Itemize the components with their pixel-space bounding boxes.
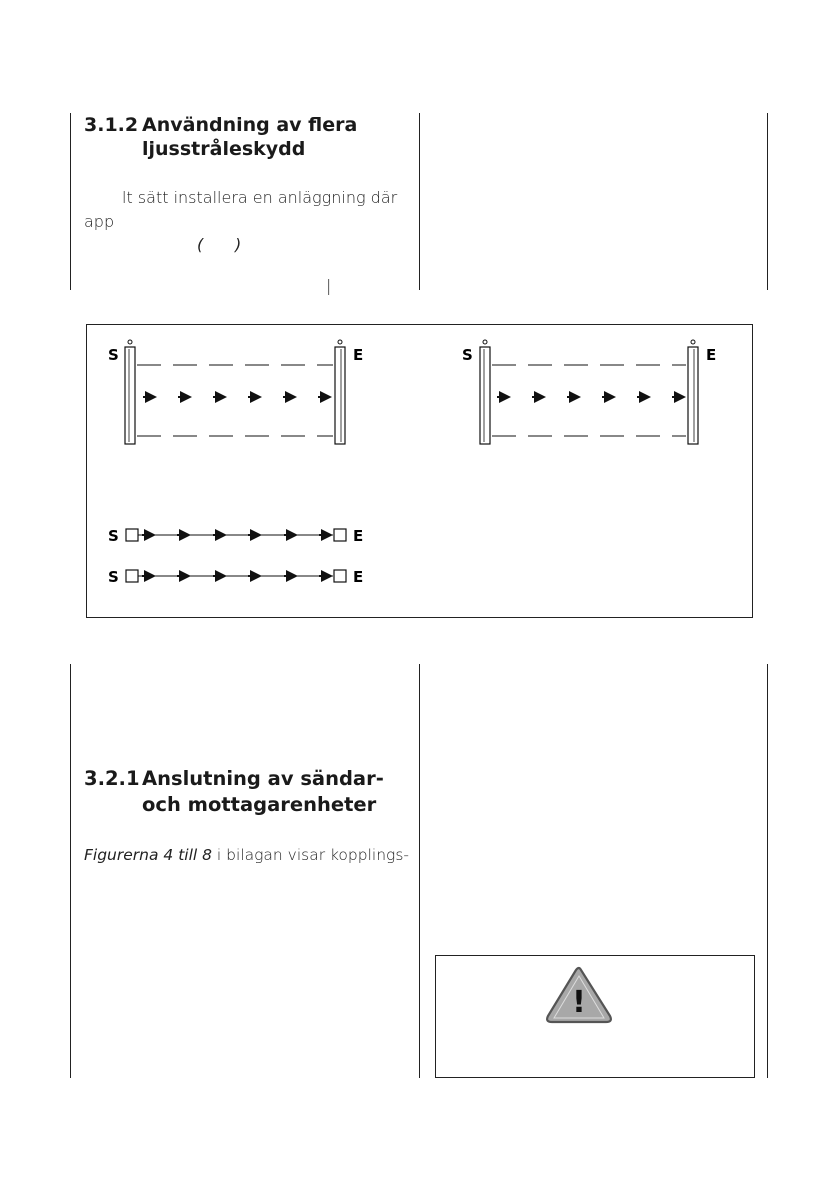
section-title-line1: Anslutning av sändar-: [142, 767, 384, 790]
light-curtain-diagram: [87, 325, 752, 617]
section-title-line1: Användning av flera: [142, 114, 358, 136]
paren-open: (: [197, 235, 204, 254]
receiver-box-row2: [334, 570, 346, 582]
sender-label-row1: S: [108, 527, 119, 545]
figure-box: [86, 324, 753, 618]
sender-label-row2: S: [108, 568, 119, 586]
text-bar: |: [326, 276, 332, 295]
figure-reference: Figurerna 4 till 8: [84, 846, 212, 864]
column-rule-left-top: [70, 113, 71, 290]
column-rule-left-bottom: [70, 664, 71, 1078]
section-number: 3.2.1: [84, 767, 140, 790]
receiver-label-row1: E: [353, 527, 364, 545]
receiver-label-left: E: [353, 346, 364, 364]
receiver-label-row2: E: [353, 568, 364, 586]
warning-exclamation: !: [572, 985, 586, 1020]
figure-reference-rest: i bilagan visar kopplings-: [212, 846, 410, 864]
receiver-label-right: E: [706, 346, 717, 364]
column-rule-mid-top: [419, 113, 420, 290]
section-heading-3-2-1: [84, 766, 404, 818]
warning-triangle-icon: [436, 956, 754, 1077]
receiver-box-row1: [334, 529, 346, 541]
column-rule-mid-bottom: [419, 664, 420, 1078]
paragraph-line1: lt sätt installera en anläggning där: [122, 188, 398, 207]
paren-close: ): [235, 235, 242, 254]
sender-column-right: [480, 340, 490, 444]
section-heading-3-1-2: [84, 113, 404, 163]
paragraph-figure-reference: [84, 846, 409, 864]
column-rule-right-bottom: [767, 664, 768, 1078]
sender-column-left: [125, 340, 135, 444]
column-rule-right-top: [767, 113, 768, 290]
warning-box: [435, 955, 755, 1078]
section-title-line2: och mottagarenheter: [142, 793, 377, 816]
sender-box-row2: [126, 570, 138, 582]
receiver-column-right: [688, 340, 698, 444]
paragraph-line2: app: [84, 212, 115, 231]
sender-label-left: S: [108, 346, 119, 364]
sender-box-row1: [126, 529, 138, 541]
sender-label-right: S: [462, 346, 473, 364]
section-title-line2: ljusstråleskydd: [142, 138, 306, 160]
section-number: 3.1.2: [84, 114, 139, 136]
receiver-column-left: [335, 340, 345, 444]
